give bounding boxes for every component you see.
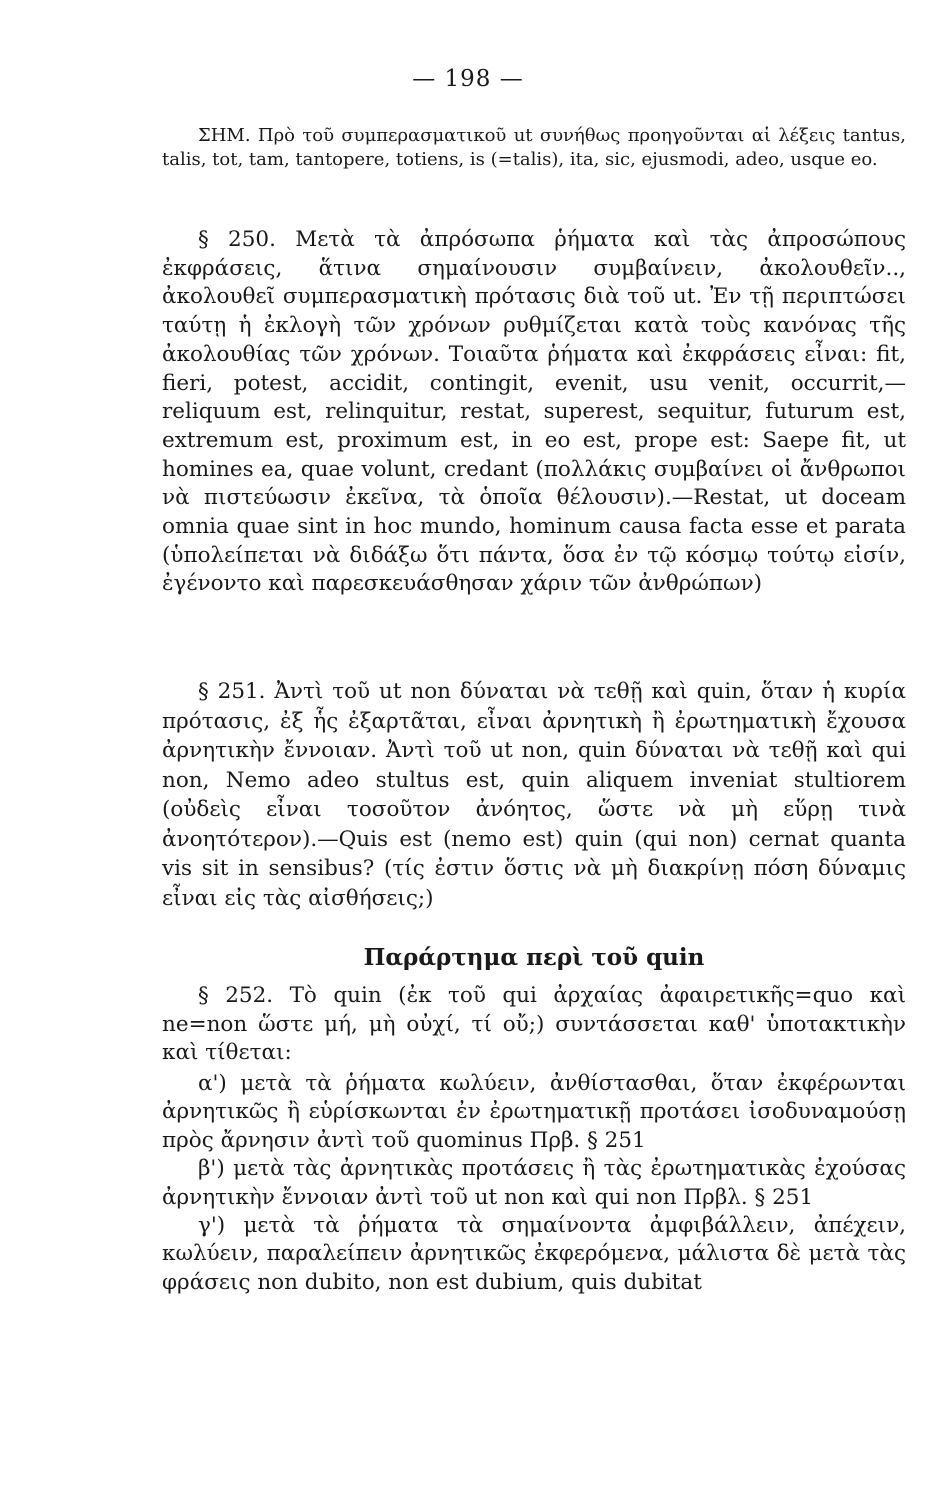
item-beta: β') μετὰ τὰς ἀρνητικὰς προτάσεις ἢ τὰς ἐρωτηματικὰς ἐχούσας ἀρνητικὴν ἔννοιαν ἀντὶ τοῦ ut non καὶ qui non Πρβλ. § 251 <box>162 1156 906 1210</box>
appendix-heading: Παράρτημα περὶ τοῦ quin <box>363 944 705 971</box>
section-252-paragraph: § 252. Τὸ quin (ἐκ τοῦ qui ἀρχαίας ἀφαιρετικῆς=quo καὶ ne=non ὥστε μή, μὴ οὐχί, τί οὔ;) συντάσσεται καθ' ὑποτακτικὴν καὶ τίθεται: <box>162 983 906 1065</box>
section-250-paragraph: § 250. Μετὰ τὰ ἀπρόσωπα ῥήματα καὶ τὰς ἀπροσώπους ἐκφράσεις, ἅτινα σημαίνουσιν συμβαίνειν, ἀκολουθεῖν.., ἀκολουθεῖ συμπερασματικὴ πρότασις διὰ τοῦ ut. Ἐν τῇ περιπτώσει ταύτῃ ἡ ἐκλογὴ τῶν χρόνων ρυθμίζεται κατὰ τοὺς κανόνας τῆς ἀκολουθίας τῶν χρόνων. Τοιαῦτα ῥήματα καὶ ἐκφράσεις εἶναι: fit, fieri, potest, accidit, contingit, evenit, usu venit, occurrit,—reliquum est, relinquitur, restat, superest, sequitur, futurum est, extremum est, proximum est, in eo est, prope est: Saepe fit, ut homines ea, quae volunt, credant (πολλάκις συμβαίνει οἱ ἄνθρωποι νὰ πιστεύωσιν ἐκεῖνα, τὰ ὁποῖα θέλουσιν).—Restat, ut doceam omnia quae sint in hoc mundo, hominum causa facta esse et parata (ὑπολείπεται νὰ διδάξω ὅτι πάντα, ὅσα ἐν τῷ κόσμῳ τούτῳ εἰσίν, ἐγένοντο καὶ παρεσκευάσθησαν χάριν τῶν ἀνθρώπων) <box>162 227 906 597</box>
item-gamma: γ') μετὰ τὰ ῥήματα τὰ σημαίνοντα ἀμφιβάλλειν, ἀπέχειν, κωλύειν, παραλείπειν ἀρνητικῶς ἐκφερόμενα, μάλιστα δὲ μετὰ τὰς φράσεις non dubito, non est dubium, quis dubitat <box>162 1213 906 1295</box>
page-number: — 198 — <box>412 66 524 92</box>
note-paragraph: ΣΗΜ. Πρὸ τοῦ συμπερασματικοῦ ut συνήθως προηγοῦνται αἱ λέξεις tantus, talis, tot, tam, tantopere, totiens, is (=talis), ita, sic, ejusmodi, adeo, usque eo. <box>162 125 906 170</box>
item-alpha: α') μετὰ τὰ ῥήματα κωλύειν, ἀνθίστασθαι, ὅταν ἐκφέρωνται ἀρνητικῶς ἢ εὑρίσκωνται ἐν ἐρωτηματικῇ προτάσει ἰσοδυναμούσῃ πρὸς ἄρνησιν ἀντὶ τοῦ quominus Πρβ. § 251 <box>162 1071 906 1153</box>
section-252-items <box>162 1070 906 1297</box>
section-251-paragraph: § 251. Ἀντὶ τοῦ ut non δύναται νὰ τεθῇ καὶ quin, ὅταν ἡ κυρία πρότασις, ἐξ ἧς ἐξαρτᾶται, εἶναι ἀρνητικὴ ἢ ἐρωτηματικὴ ἔχουσα ἀρνητικὴν ἔννοιαν. Ἀντὶ τοῦ ut non, quin δύναται νὰ τεθῇ καὶ qui non, Nemo adeo stultus est, quin aliquem inveniat stultiorem (οὐδεὶς εἶναι τοσοῦτον ἀνόητος, ὥστε νὰ μὴ εὕρῃ τινὰ ἀνοητότερον).—Quis est (nemo est) quin (qui non) cernat quanta vis sit in sensibus? (τίς ἐστιν ὅστις νὰ μὴ διακρίνῃ πόση δύναμις εἶναι εἰς τὰς αἰσθήσεις;) <box>162 679 906 911</box>
